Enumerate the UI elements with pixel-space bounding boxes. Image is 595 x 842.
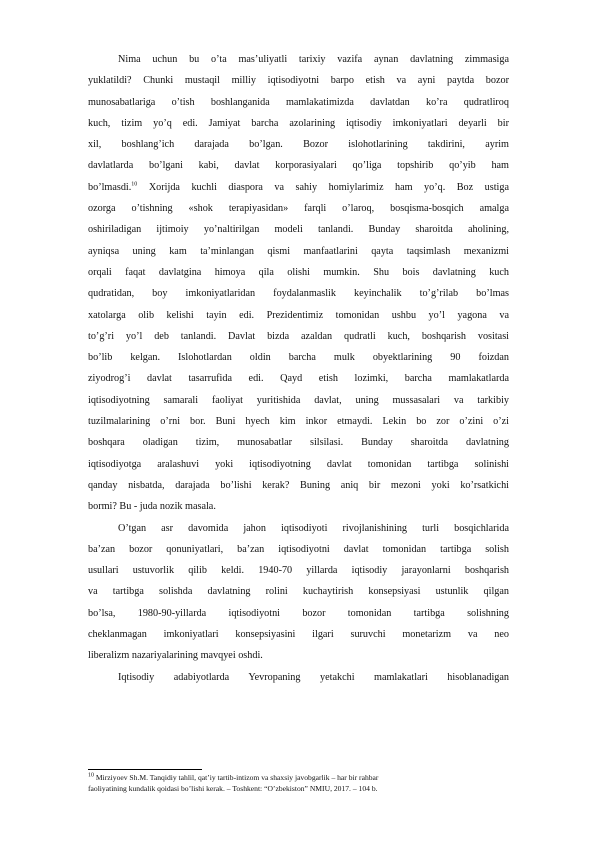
paragraph-line-start: bo’lmasdi. (88, 181, 132, 193)
paragraph-line: ozorga o’tishning «shok terapiyasidan» farqli o’laroq, bosqisma-bosqich amalga (88, 203, 509, 215)
paragraph-line: bormi? Bu - juda nozik masala. (88, 501, 216, 513)
footnote-reference[interactable]: 10 (131, 181, 138, 188)
paragraph-line: iqtisodiyotga aralashuvi yoki iqtisodiyotning davlat tomonidan tartibga solinishi (88, 458, 509, 470)
paragraph-line-with-footnote (88, 177, 509, 198)
paragraph-line: Iqtisodiy adabiyotlarda Yevropaning yetakchi mamlakatlari hisoblanadigan (118, 671, 509, 683)
paragraph-line: usullari ustuvorlik qilib keldi. 1940-70 yillarda iqtisodiy jarayonlarni boshqarish (88, 565, 509, 577)
paragraph-line: qanday nisbatda, darajada bo’lishi kerak? Buning aniq bir mezoni yoki ko’rsatkichi (88, 479, 509, 491)
paragraph-line: cheklanmagan imkoniyatlari konsepsiyasini ilgari suruvchi monetarizm va neo (88, 629, 509, 641)
paragraph-line: xatolarga olib kelishi tayin edi. Prezidentimiz tomonidan ushbu yo’l yagona va (88, 309, 509, 321)
paragraph-line: xil, boshlang’ich darajada bo’lgan. Bozor islohotlarining takdirini, ayrim (88, 139, 509, 151)
paragraph-line: munosabatlariga o’tish boshlanganida mamlakatimizda davlatdan ko’ra qudratliroq (88, 96, 509, 108)
paragraph-line: bo’lib kelgan. Islohotlardan oldin barcha mulk obyektlarining 90 foizdan (88, 352, 509, 364)
paragraph-line: yuklatildi? Chunki mustaqil milliy iqtisodiyotni barpo etish va ayni paytda bozor (88, 75, 509, 87)
paragraph-line: boshqara oladigan tizim, munosabatlar silsilasi. Bunday sharoitda davlatning (88, 437, 509, 449)
paragraph-line: tuzilmalarining o’rni bor. Buni hyech kim inkor etmaydi. Lekin bo zor o’zini o’zi (88, 416, 509, 428)
paragraph-line-end: Xorijda kuchli diaspora va sahiy homiylarimiz ham yo’q. Boz ustiga (148, 181, 509, 193)
paragraph-line: kuch, tizim yo’q edi. Jamiyat barcha azolarining iqtisodiy imkoniyatlari deyarli bir (88, 117, 509, 129)
paragraph-line: davlatlarda bo’lgani kabi, davlat korporasiyalari qo’liga topshirib qo’yib ham (88, 160, 509, 172)
footnote-line: faoliyatining kundalik qoidasi bo’lishi kerak. – Toshkent: “O’zbekiston” NMIU, 2017. – 104 b. (88, 784, 378, 793)
footnote-text-1: Mirziyoev Sh.M. Tanqidiy tahlil, qat’iy tartib-intizom va shaxsiy javobgarlik – har bir rahbar (94, 773, 379, 782)
body-text (88, 49, 509, 688)
paragraph-line: liberalizm nazariyalarining mavqyei oshdi. (88, 650, 263, 662)
paragraph-line: qudratidan, boy imkoniyatlaridan foydalanmaslik keyinchalik to’g’rilab bo’lmas (88, 288, 509, 300)
paragraph-line: ba’zan bozor qonuniyatlari, ba’zan iqtisodiyotni davlat tomonidan tartibga solish (88, 543, 509, 555)
paragraph-line: ayniqsa uning kam ta’minlangan qismi manfaatlarini qayta taqsimlash mexanizmi (88, 245, 509, 257)
paragraph-line: va tartibga solishda davlatning rolini kuchaytirish konsepsiyasi ustunlik qilgan (88, 586, 509, 598)
paragraph-line: O’tgan asr davomida jahon iqtisodiyoti rivojlanishining turli bosqichlarida (118, 522, 509, 534)
footnote (88, 772, 509, 794)
footnote-number: 10 (88, 772, 94, 779)
paragraph-line: iqtisodiyotning samarali faoliyat yuritishida davlat, uning mussasalari va tarkibiy (88, 394, 509, 406)
paragraph-line: bo’lsa, 1980-90-yillarda iqtisodiyotni bozor tomonidan tartibga solishning (88, 607, 509, 619)
footnote-divider (88, 769, 202, 770)
paragraph-line: ziyodrog’i davlat tasarrufida edi. Qayd etish lozimki, barcha mamlakatlarda (88, 373, 509, 385)
footnote-line (88, 772, 509, 783)
paragraph-line: Nima uchun bu o’ta mas’uliyatli tarixiy vazifa aynan davlatning zimmasiga (118, 54, 509, 65)
paragraph-line: oshiriladigan ijtimoiy yo’naltirilgan modeli tanlandi. Bunday sharoitda aholining, (88, 224, 509, 236)
paragraph-line: to’g’ri yo’l deb tanlandi. Davlat bizda azaldan qudratli kuch, boshqarish vositasi (88, 330, 509, 342)
paragraph-line: orqali faqat davlatgina himoya qila olishi mumkin. Shu bois davlatning kuch (88, 266, 509, 278)
